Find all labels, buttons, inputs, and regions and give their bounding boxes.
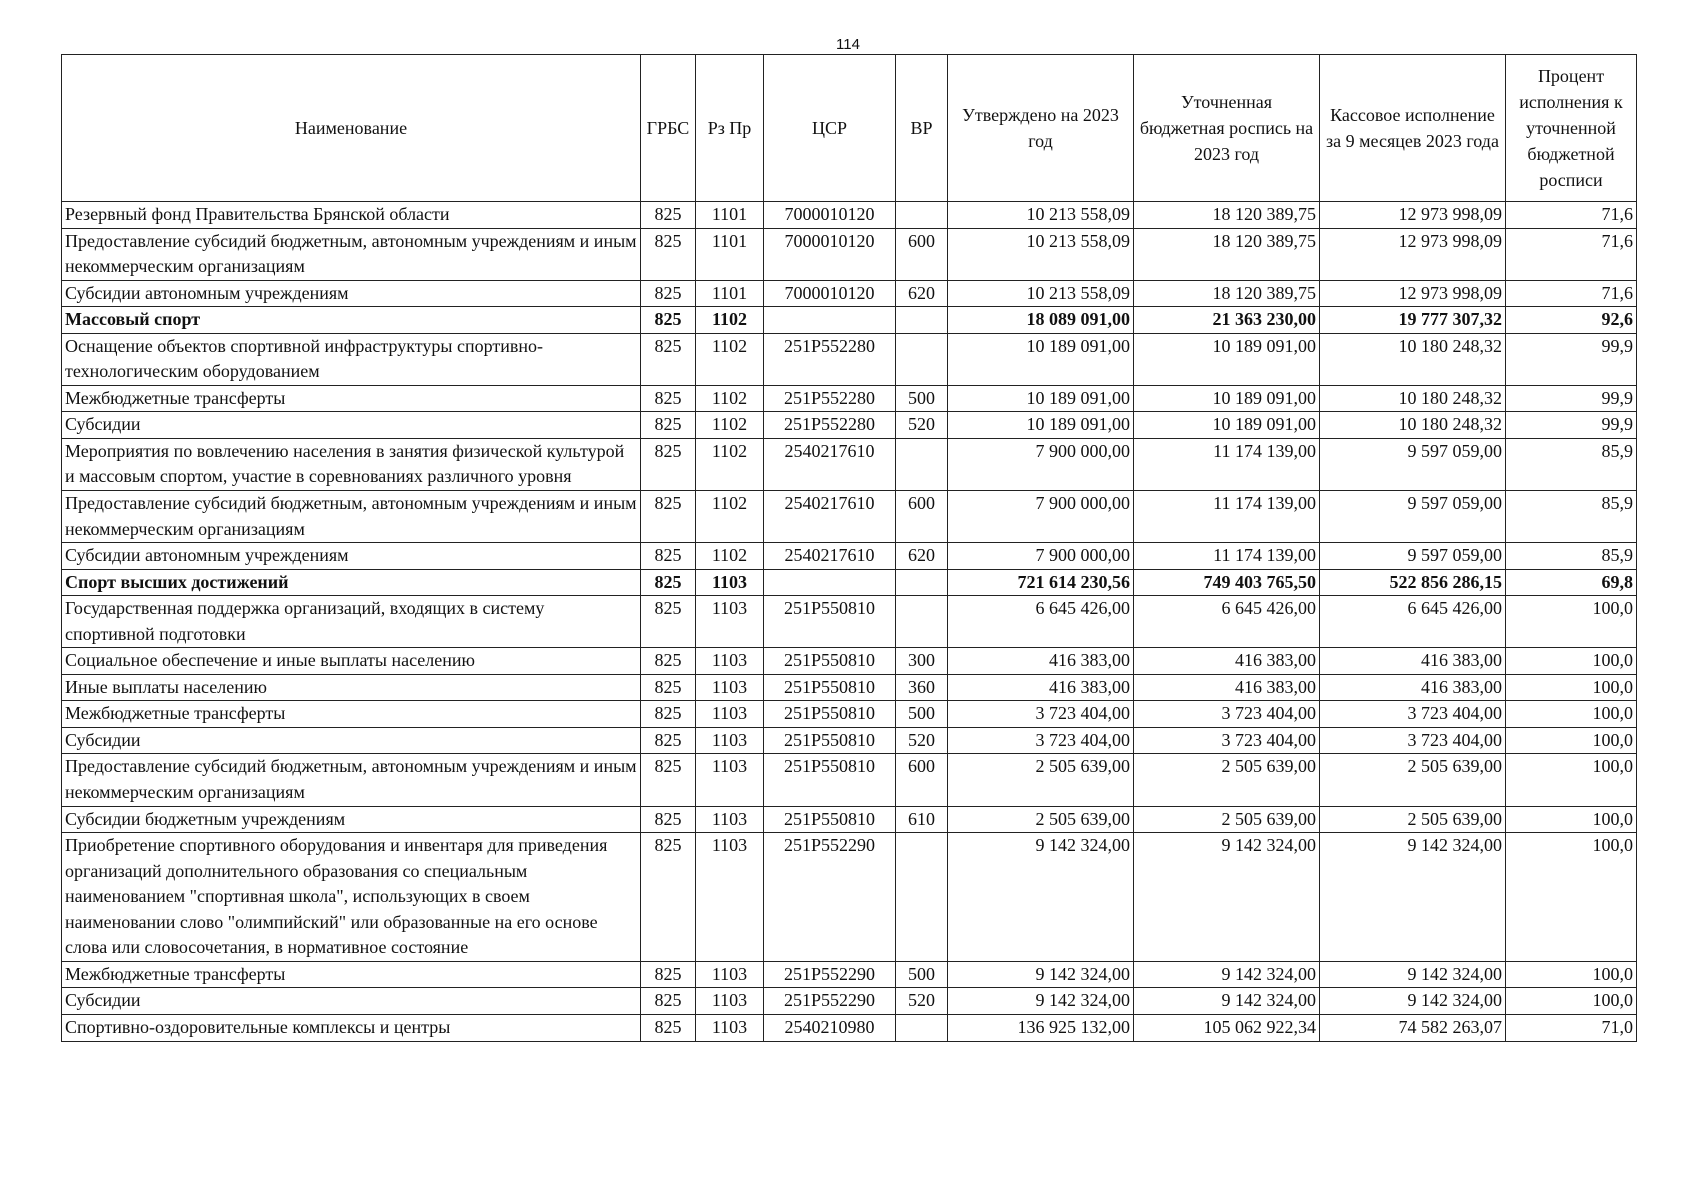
cell-approved: 2 505 639,00 [948,754,1134,806]
table-row [62,701,1637,728]
cell-percent: 100,0 [1506,674,1637,701]
cell-refined: 11 174 139,00 [1134,491,1320,543]
cell-name: Иные выплаты населению [62,674,641,701]
table-row [62,543,1637,570]
cell-grbs: 825 [641,543,696,570]
cell-csr: 251P550810 [764,701,896,728]
cell-cash: 9 597 059,00 [1320,438,1506,490]
cell-approved: 10 189 091,00 [948,333,1134,385]
cell-name: Спорт высших достижений [62,569,641,596]
cell-csr: 7000010120 [764,202,896,229]
cell-csr: 251P550810 [764,754,896,806]
cell-percent: 99,9 [1506,333,1637,385]
cell-rzpr: 1103 [696,648,764,675]
cell-refined: 9 142 324,00 [1134,833,1320,962]
cell-percent: 71,6 [1506,228,1637,280]
cell-refined: 3 723 404,00 [1134,727,1320,754]
cell-grbs: 825 [641,412,696,439]
cell-csr: 251P552280 [764,412,896,439]
cell-csr: 251P552290 [764,833,896,962]
cell-percent: 69,8 [1506,569,1637,596]
cell-csr [764,307,896,334]
cell-vr: 610 [896,806,948,833]
cell-grbs: 825 [641,1014,696,1041]
cell-grbs: 825 [641,280,696,307]
cell-vr: 620 [896,280,948,307]
cell-csr [764,569,896,596]
cell-name: Субсидии [62,412,641,439]
cell-name: Социальное обеспечение и иные выплаты населению [62,648,641,675]
header-vr: ВР [896,55,948,202]
cell-rzpr: 1103 [696,727,764,754]
cell-name: Предоставление субсидий бюджетным, автономным учреждениям и иным некоммерческим организациям [62,754,641,806]
table-row [62,228,1637,280]
header-cash: Кассовое исполнение за 9 месяцев 2023 года [1320,55,1506,202]
cell-cash: 9 597 059,00 [1320,491,1506,543]
cell-cash: 19 777 307,32 [1320,307,1506,334]
cell-rzpr: 1101 [696,202,764,229]
cell-csr: 7000010120 [764,228,896,280]
cell-grbs: 825 [641,806,696,833]
cell-cash: 9 142 324,00 [1320,961,1506,988]
cell-csr: 2540217610 [764,438,896,490]
cell-cash: 9 597 059,00 [1320,543,1506,570]
cell-refined: 21 363 230,00 [1134,307,1320,334]
cell-rzpr: 1103 [696,1014,764,1041]
table-row [62,727,1637,754]
cell-rzpr: 1103 [696,961,764,988]
header-grbs: ГРБС [641,55,696,202]
cell-refined: 10 189 091,00 [1134,333,1320,385]
cell-name: Субсидии [62,988,641,1015]
cell-percent: 100,0 [1506,596,1637,648]
cell-cash: 2 505 639,00 [1320,754,1506,806]
cell-name: Субсидии бюджетным учреждениям [62,806,641,833]
cell-refined: 105 062 922,34 [1134,1014,1320,1041]
table-row [62,569,1637,596]
cell-grbs: 825 [641,701,696,728]
cell-cash: 6 645 426,00 [1320,596,1506,648]
cell-rzpr: 1101 [696,228,764,280]
header-csr: ЦСР [764,55,896,202]
cell-grbs: 825 [641,202,696,229]
cell-grbs: 825 [641,754,696,806]
header-name: Наименование [62,55,641,202]
cell-percent: 100,0 [1506,988,1637,1015]
cell-percent: 71,6 [1506,202,1637,229]
cell-approved: 9 142 324,00 [948,961,1134,988]
header-rzpr: Рз Пр [696,55,764,202]
cell-cash: 3 723 404,00 [1320,701,1506,728]
cell-rzpr: 1103 [696,569,764,596]
cell-percent: 85,9 [1506,543,1637,570]
cell-approved: 7 900 000,00 [948,491,1134,543]
cell-rzpr: 1103 [696,988,764,1015]
table-row [62,412,1637,439]
cell-refined: 10 189 091,00 [1134,412,1320,439]
cell-vr: 600 [896,491,948,543]
cell-cash: 10 180 248,32 [1320,385,1506,412]
cell-percent: 71,6 [1506,280,1637,307]
cell-name: Субсидии [62,727,641,754]
table-row [62,202,1637,229]
cell-refined: 9 142 324,00 [1134,961,1320,988]
cell-refined: 416 383,00 [1134,674,1320,701]
cell-approved: 10 213 558,09 [948,202,1134,229]
cell-vr: 620 [896,543,948,570]
cell-vr: 600 [896,228,948,280]
cell-grbs: 825 [641,438,696,490]
cell-vr: 500 [896,961,948,988]
cell-cash: 416 383,00 [1320,648,1506,675]
cell-percent: 85,9 [1506,491,1637,543]
cell-approved: 9 142 324,00 [948,833,1134,962]
cell-rzpr: 1103 [696,701,764,728]
header-percent: Процент исполнения к уточненной бюджетной росписи [1506,55,1637,202]
table-row [62,754,1637,806]
table-row [62,307,1637,334]
table-header-row [62,55,1637,202]
cell-refined: 11 174 139,00 [1134,438,1320,490]
cell-vr [896,307,948,334]
cell-percent: 92,6 [1506,307,1637,334]
cell-grbs: 825 [641,674,696,701]
cell-approved: 9 142 324,00 [948,988,1134,1015]
cell-percent: 100,0 [1506,701,1637,728]
cell-cash: 12 973 998,09 [1320,202,1506,229]
cell-grbs: 825 [641,385,696,412]
cell-percent: 100,0 [1506,648,1637,675]
cell-approved: 3 723 404,00 [948,701,1134,728]
cell-percent: 100,0 [1506,727,1637,754]
cell-name: Предоставление субсидий бюджетным, автономным учреждениям и иным некоммерческим организациям [62,491,641,543]
cell-approved: 6 645 426,00 [948,596,1134,648]
cell-rzpr: 1103 [696,674,764,701]
cell-name: Оснащение объектов спортивной инфраструктуры спортивно-технологическим оборудованием [62,333,641,385]
table-row [62,806,1637,833]
cell-refined: 3 723 404,00 [1134,701,1320,728]
table-row [62,491,1637,543]
cell-vr [896,569,948,596]
table-row [62,833,1637,962]
cell-cash: 9 142 324,00 [1320,988,1506,1015]
cell-rzpr: 1103 [696,596,764,648]
table-row [62,280,1637,307]
cell-grbs: 825 [641,569,696,596]
cell-name: Приобретение спортивного оборудования и инвентаря для приведения организаций дополнительного образования со специальным наименованием "спортивная школа", использующих в своем наименовании слово "олимпийский" или образованные на его основе слова или словосочетания, в нормативное состояние [62,833,641,962]
cell-cash: 2 505 639,00 [1320,806,1506,833]
cell-vr: 500 [896,701,948,728]
cell-approved: 7 900 000,00 [948,543,1134,570]
cell-refined: 2 505 639,00 [1134,754,1320,806]
cell-approved: 10 213 558,09 [948,280,1134,307]
cell-csr: 251P552290 [764,961,896,988]
cell-approved: 10 189 091,00 [948,385,1134,412]
table-row [62,438,1637,490]
cell-grbs: 825 [641,648,696,675]
cell-cash: 3 723 404,00 [1320,727,1506,754]
cell-csr: 251P552280 [764,385,896,412]
cell-approved: 416 383,00 [948,674,1134,701]
cell-percent: 100,0 [1506,961,1637,988]
cell-percent: 100,0 [1506,754,1637,806]
cell-cash: 416 383,00 [1320,674,1506,701]
cell-grbs: 825 [641,961,696,988]
cell-cash: 10 180 248,32 [1320,333,1506,385]
cell-csr: 251P552290 [764,988,896,1015]
cell-vr: 500 [896,385,948,412]
cell-name: Субсидии автономным учреждениям [62,543,641,570]
page-number: 114 [836,36,860,53]
cell-vr: 520 [896,412,948,439]
cell-csr: 251P550810 [764,727,896,754]
cell-approved: 2 505 639,00 [948,806,1134,833]
cell-rzpr: 1102 [696,438,764,490]
cell-csr: 2540210980 [764,1014,896,1041]
cell-cash: 522 856 286,15 [1320,569,1506,596]
cell-vr [896,333,948,385]
table-body [62,202,1637,1042]
cell-rzpr: 1102 [696,491,764,543]
cell-rzpr: 1102 [696,307,764,334]
cell-approved: 721 614 230,56 [948,569,1134,596]
cell-grbs: 825 [641,491,696,543]
cell-vr: 520 [896,988,948,1015]
cell-csr: 251P550810 [764,648,896,675]
cell-grbs: 825 [641,727,696,754]
table-row [62,674,1637,701]
cell-name: Межбюджетные трансферты [62,385,641,412]
cell-grbs: 825 [641,307,696,334]
cell-name: Межбюджетные трансферты [62,961,641,988]
cell-refined: 11 174 139,00 [1134,543,1320,570]
cell-csr: 2540217610 [764,543,896,570]
cell-vr [896,1014,948,1041]
cell-refined: 18 120 389,75 [1134,280,1320,307]
cell-percent: 100,0 [1506,806,1637,833]
cell-csr: 251P550810 [764,596,896,648]
cell-name: Предоставление субсидий бюджетным, автономным учреждениям и иным некоммерческим организациям [62,228,641,280]
cell-approved: 416 383,00 [948,648,1134,675]
table-row [62,596,1637,648]
cell-percent: 85,9 [1506,438,1637,490]
cell-percent: 99,9 [1506,412,1637,439]
cell-cash: 12 973 998,09 [1320,228,1506,280]
cell-name: Государственная поддержка организаций, входящих в систему спортивной подготовки [62,596,641,648]
cell-grbs: 825 [641,228,696,280]
cell-refined: 18 120 389,75 [1134,202,1320,229]
cell-csr: 251P550810 [764,674,896,701]
table-row [62,988,1637,1015]
cell-cash: 9 142 324,00 [1320,833,1506,962]
cell-name: Мероприятия по вовлечению населения в занятия физической культурой и массовым спортом, участие в соревнованиях различного уровня [62,438,641,490]
cell-rzpr: 1103 [696,806,764,833]
cell-rzpr: 1103 [696,754,764,806]
cell-vr: 520 [896,727,948,754]
cell-csr: 2540217610 [764,491,896,543]
cell-vr [896,202,948,229]
cell-percent: 71,0 [1506,1014,1637,1041]
cell-approved: 18 089 091,00 [948,307,1134,334]
cell-approved: 10 189 091,00 [948,412,1134,439]
cell-rzpr: 1101 [696,280,764,307]
cell-name: Массовый спорт [62,307,641,334]
cell-percent: 99,9 [1506,385,1637,412]
cell-vr [896,833,948,962]
cell-rzpr: 1102 [696,543,764,570]
table-row [62,1014,1637,1041]
cell-refined: 416 383,00 [1134,648,1320,675]
cell-vr [896,596,948,648]
cell-grbs: 825 [641,833,696,962]
cell-refined: 2 505 639,00 [1134,806,1320,833]
cell-grbs: 825 [641,988,696,1015]
cell-refined: 9 142 324,00 [1134,988,1320,1015]
cell-name: Спортивно-оздоровительные комплексы и центры [62,1014,641,1041]
cell-vr: 600 [896,754,948,806]
cell-grbs: 825 [641,596,696,648]
cell-name: Субсидии автономным учреждениям [62,280,641,307]
table-row [62,333,1637,385]
cell-csr: 7000010120 [764,280,896,307]
cell-grbs: 825 [641,333,696,385]
cell-rzpr: 1102 [696,385,764,412]
cell-percent: 100,0 [1506,833,1637,962]
table-row [62,385,1637,412]
cell-approved: 10 213 558,09 [948,228,1134,280]
cell-approved: 3 723 404,00 [948,727,1134,754]
cell-vr [896,438,948,490]
header-refined: Уточненная бюджетная роспись на 2023 год [1134,55,1320,202]
cell-rzpr: 1103 [696,833,764,962]
cell-refined: 10 189 091,00 [1134,385,1320,412]
cell-cash: 12 973 998,09 [1320,280,1506,307]
cell-csr: 251P550810 [764,806,896,833]
cell-cash: 74 582 263,07 [1320,1014,1506,1041]
cell-name: Резервный фонд Правительства Брянской области [62,202,641,229]
cell-name: Межбюджетные трансферты [62,701,641,728]
cell-refined: 6 645 426,00 [1134,596,1320,648]
cell-approved: 136 925 132,00 [948,1014,1134,1041]
cell-vr: 300 [896,648,948,675]
header-approved: Утверждено на 2023 год [948,55,1134,202]
table-row [62,961,1637,988]
budget-table [61,54,1637,1042]
cell-refined: 749 403 765,50 [1134,569,1320,596]
cell-rzpr: 1102 [696,333,764,385]
cell-vr: 360 [896,674,948,701]
cell-approved: 7 900 000,00 [948,438,1134,490]
cell-csr: 251P552280 [764,333,896,385]
cell-cash: 10 180 248,32 [1320,412,1506,439]
cell-rzpr: 1102 [696,412,764,439]
table-row [62,648,1637,675]
cell-refined: 18 120 389,75 [1134,228,1320,280]
